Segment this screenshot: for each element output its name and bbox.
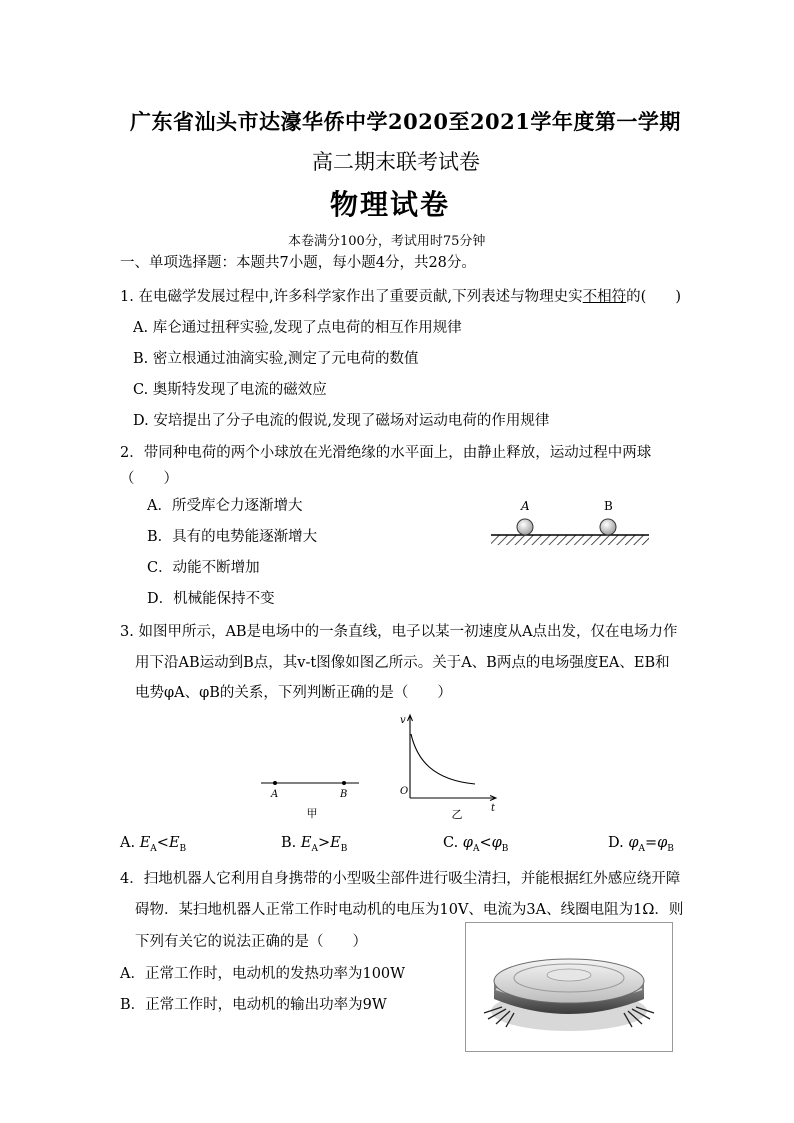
option-c-rel: < bbox=[479, 835, 492, 851]
question-2-option-d: D．机械能保持不变 bbox=[147, 591, 275, 607]
ball-b bbox=[600, 519, 616, 535]
point-b-dot bbox=[342, 781, 346, 785]
option-d-rel: = bbox=[644, 835, 658, 851]
question-2-option-c: C．动能不断增加 bbox=[147, 560, 260, 576]
option-a-sub2: B bbox=[179, 843, 187, 854]
question-1-option-b: B. 密立根通过油滴实验,测定了元电荷的数值 bbox=[133, 351, 419, 367]
option-c-sym2: φ bbox=[491, 835, 502, 851]
option-b-sym1: E bbox=[300, 835, 312, 851]
v-axis-label: v bbox=[400, 715, 406, 726]
question-2-stem-line2: （ ） bbox=[120, 471, 178, 487]
option-a-sym1: E bbox=[139, 835, 151, 851]
question-3-line2: 用下沿AB运动到B点，其v-t图像如图乙所示。关于A、B两点的电场强度EA、EB和 bbox=[135, 655, 670, 671]
option-d-sub2: B bbox=[667, 843, 674, 854]
question-3-option-c bbox=[443, 835, 508, 854]
velocity-curve bbox=[411, 734, 475, 784]
subject-title: 物理试卷 bbox=[330, 188, 451, 221]
exam-meta: 本卷满分100分，考试用时75分钟 bbox=[288, 234, 486, 249]
option-a-sym2: E bbox=[168, 835, 180, 851]
question-1-option-d: D. 安培提出了分子电流的假说,发现了磁场对运动电荷的作用规律 bbox=[133, 413, 550, 429]
question-2-option-a: A．所受库仑力逐渐增大 bbox=[147, 498, 303, 514]
robot-vacuum-illustration bbox=[466, 923, 672, 1051]
origin-label: O bbox=[400, 786, 409, 797]
question-1-option-c: C. 奥斯特发现了电流的磁效应 bbox=[133, 382, 327, 398]
question-4-line1: 4．扫地机器人它利用自身携带的小型吸尘部件进行吸尘清扫，并能根据红外感应绕开障 bbox=[120, 871, 681, 887]
option-a-prefix: A. bbox=[120, 835, 140, 851]
t-axis-label: t bbox=[491, 803, 496, 814]
question-2-stem-line1: 2．带同种电荷的两个小球放在光滑绝缘的水平面上，由静止释放，运动过程中两球 bbox=[120, 445, 652, 461]
option-b-prefix: B. bbox=[281, 835, 301, 851]
ball-a bbox=[517, 519, 533, 535]
option-c-sub2: B bbox=[501, 843, 509, 854]
option-d-sub1: A bbox=[638, 843, 645, 854]
option-c-prefix: C. bbox=[443, 835, 463, 851]
ball-b-label: B bbox=[604, 499, 613, 513]
option-b-sub1: A bbox=[311, 843, 318, 854]
option-a-rel: < bbox=[156, 835, 169, 851]
question-3-option-a bbox=[120, 835, 186, 854]
point-a-dot bbox=[273, 781, 277, 785]
robot-top-center bbox=[547, 969, 591, 981]
point-a-label: A bbox=[271, 789, 279, 800]
question-4-option-b: B．正常工作时，电动机的输出功率为9W bbox=[120, 997, 387, 1013]
figure-yi-caption: 乙 bbox=[451, 808, 463, 821]
two-balls-figure bbox=[488, 495, 653, 553]
option-b-sym2: E bbox=[330, 835, 341, 851]
ground-surface bbox=[491, 535, 649, 545]
option-d-sym1: φ bbox=[628, 835, 639, 851]
question-3-line3: 电势φA、φB的关系，下列判断正确的是（ ） bbox=[135, 685, 452, 701]
question-3-option-b bbox=[281, 835, 347, 854]
question-1-underlined: 不相符 bbox=[582, 289, 627, 305]
question-1-stem-text: 1. 在电磁学发展过程中,许多科学家作出了重要贡献,下列表述与物理史实 bbox=[120, 289, 583, 305]
option-b-rel: > bbox=[317, 835, 331, 851]
exam-title-line1: 广东省汕头市达濠华侨中学2020至2021学年度第一学期 bbox=[130, 109, 681, 134]
section-heading: 一、单项选择题：本题共7小题，每小题4分，共28分。 bbox=[120, 255, 476, 271]
exam-title-line2: 高二期末联考试卷 bbox=[312, 150, 480, 174]
robot-vacuum-photo bbox=[465, 922, 673, 1052]
question-1-stem bbox=[120, 285, 681, 306]
question-3-line1: 3. 如图甲所示，AB是电场中的一条直线，电子以某一初速度从A点出发，仅在电场力作 bbox=[120, 624, 678, 640]
question-2-option-b: B．具有的电势能逐渐增大 bbox=[147, 529, 318, 545]
field-line-figure bbox=[255, 770, 365, 825]
question-4-option-a: A．正常工作时，电动机的发热功率为100W bbox=[120, 966, 406, 982]
option-c-sub1: A bbox=[472, 843, 480, 854]
option-d-sym2: φ bbox=[657, 835, 668, 851]
figure-jia-caption: 甲 bbox=[306, 807, 318, 820]
option-c-sym1: φ bbox=[462, 835, 473, 851]
vt-graph bbox=[395, 710, 505, 825]
option-a-sub1: A bbox=[150, 843, 157, 854]
ball-a-label: A bbox=[521, 499, 530, 513]
question-1-stem-end: 的( ) bbox=[626, 289, 681, 305]
question-4-line3: 下列有关它的说法正确的是（ ） bbox=[135, 934, 367, 950]
option-d-prefix: D. bbox=[608, 835, 629, 851]
question-4-line2: 碍物．某扫地机器人正常工作时电动机的电压为10V、电流为3A、线圈电阻为1Ω．则 bbox=[135, 902, 684, 918]
question-1-option-a: A. 库仑通过扭秤实验,发现了点电荷的相互作用规律 bbox=[133, 320, 462, 336]
point-b-label: B bbox=[340, 789, 348, 800]
option-b-sub2: B bbox=[340, 843, 348, 854]
question-3-option-d bbox=[608, 835, 674, 854]
